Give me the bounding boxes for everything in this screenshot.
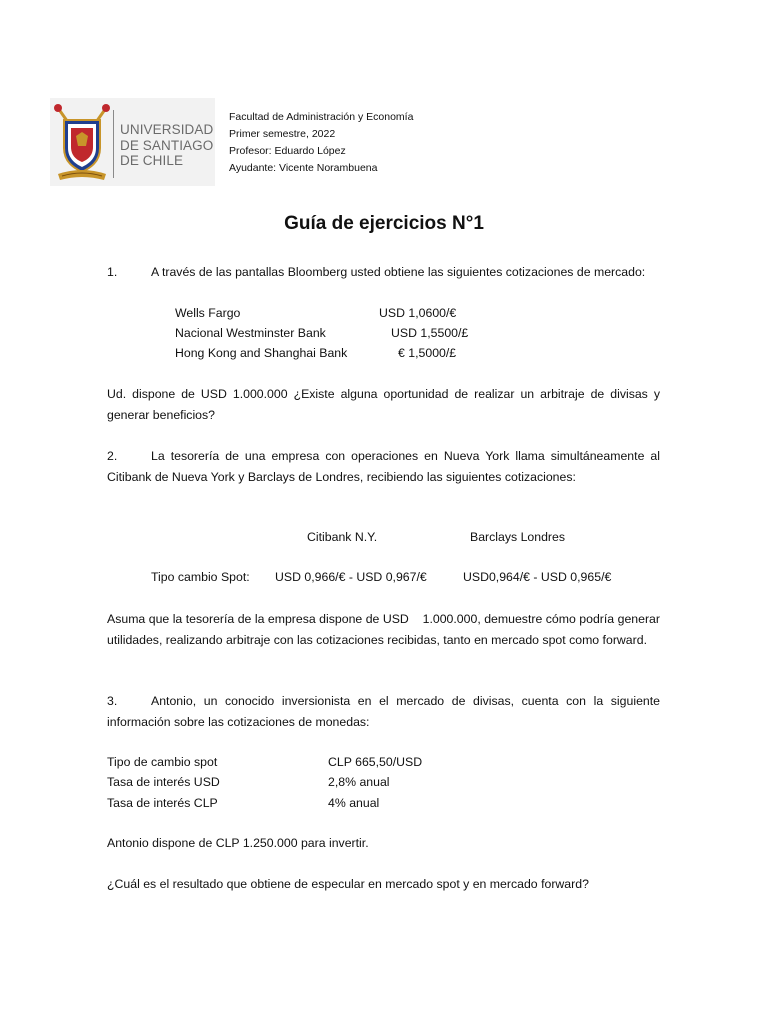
q3-item-label-2: Tasa de interés USD [107, 775, 220, 789]
q1-question: Ud. dispone de USD 1.000.000 ¿Existe alguna oportunidad de realizar un arbitraje de divisas y generar beneficios? [107, 387, 660, 422]
logo-line-3: DE CHILE [120, 153, 184, 168]
q1-quote-rate-1: USD 1,0600/€ [379, 306, 457, 320]
q1-quote-bank-3: Hong Kong and Shanghai Bank [175, 346, 348, 360]
professor-line: Profesor: Eduardo López [229, 145, 346, 157]
q3-number: 3. [107, 694, 118, 708]
q1-quote-rate-2: USD 1,5500/£ [391, 326, 469, 340]
page-title: Guía de ejercicios N°1 [284, 213, 484, 234]
assistant-line: Ayudante: Vicente Norambuena [229, 162, 378, 174]
q3-item-value-2: 2,8% anual [328, 775, 390, 789]
q1-quote-bank-1: Wells Fargo [175, 306, 241, 320]
faculty-line: Facultad de Administración y Economía [229, 111, 414, 123]
q2-citibank-quote: USD 0,966/€ - USD 0,967/€ [275, 570, 427, 584]
university-logo [50, 98, 215, 186]
q1-quote-bank-2: Nacional Westminster Bank [175, 326, 326, 340]
q2-barclays-quote: USD0,964/€ - USD 0,965/€ [463, 570, 612, 584]
q2-col-citibank: Citibank N.Y. [307, 530, 378, 544]
q3-capital: Antonio dispone de CLP 1.250.000 para invertir. [107, 836, 369, 850]
header-info [229, 109, 413, 177]
q2-row-label: Tipo cambio Spot: [151, 570, 250, 584]
q2-question: Asuma que la tesorería de la empresa dispone de USD 1.000.000, demuestre cómo podría generar utilidades, realizando arbitraje con las cotizaciones recibidas, tanto en mercado spot como forward. [107, 612, 664, 647]
logo-line-1: UNIVERSIDAD [120, 122, 214, 137]
q3-intro-text: Antonio, un conocido inversionista en el mercado de divisas, cuenta con la siguiente información sobre las cotizaciones de monedas: [107, 694, 660, 729]
q3-intro [107, 691, 660, 732]
q3-item-value-3: 4% anual [328, 796, 380, 810]
logo-divider [113, 110, 114, 178]
logo-line-2: DE SANTIAGO [120, 137, 214, 153]
semester-line: Primer semestre, 2022 [229, 128, 336, 140]
q3-item-label-3: Tasa de interés CLP [107, 796, 218, 810]
q3-item-label-1: Tipo de cambio spot [107, 755, 218, 769]
q1-intro [107, 262, 660, 283]
q3-question: ¿Cuál es el resultado que obtiene de especular en mercado spot y en mercado forward? [107, 877, 589, 891]
logo-wordmark [120, 122, 213, 169]
q2-col-barclays: Barclays Londres [470, 530, 566, 544]
q1-intro-text: A través de las pantallas Bloomberg usted obtiene las siguientes cotizaciones de mercado: [151, 265, 646, 279]
q2-intro-text: La tesorería de una empresa con operaciones en Nueva York llama simultáneamente al Citibank de Nueva York y Barclays de Londres, recibiendo las siguientes cotizaciones: [107, 449, 660, 484]
q1-quote-rate-3: € 1,5000/£ [398, 346, 457, 360]
university-crest-icon [52, 102, 112, 184]
q1-number: 1. [107, 265, 118, 279]
q2-intro [107, 446, 660, 487]
q3-item-value-1: CLP 665,50/USD [328, 755, 423, 769]
q2-number: 2. [107, 449, 118, 463]
